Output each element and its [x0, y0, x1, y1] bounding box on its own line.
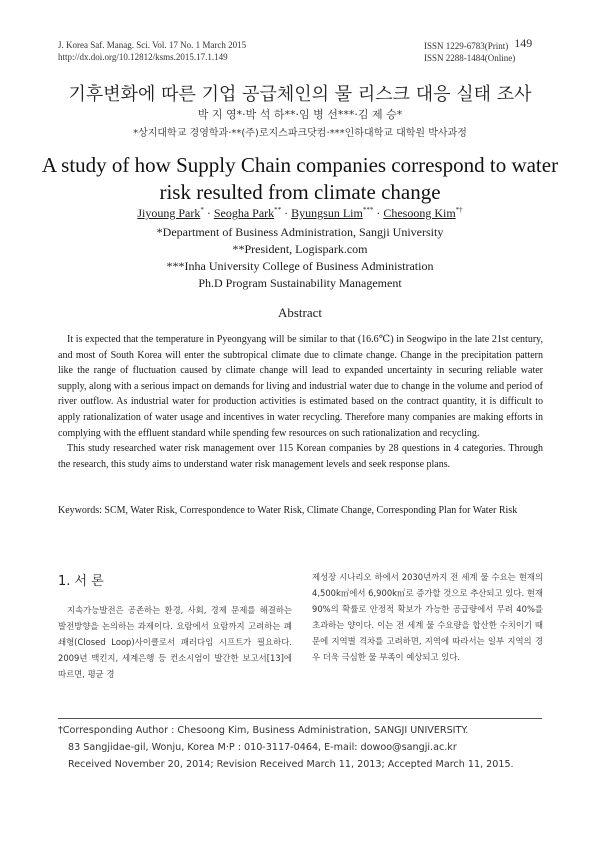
- korean-authors: 박 지 영*·박 석 하**·임 병 선***·김 제 승*: [197, 108, 403, 121]
- author-separator: ·: [281, 206, 292, 220]
- author-name: Seogha Park: [213, 206, 275, 220]
- footnote-contact-line: 83 Sangjidae-gil, Wonju, Korea M·P : 010-3117-0464, E-mail: dowoo@sangji.ac.kr: [68, 742, 457, 753]
- affiliation-line: ***Inha University College of Business Administration: [166, 259, 434, 273]
- affiliation-line: *Department of Business Administration, Sangji University: [156, 225, 444, 239]
- issn-print: ISSN 1229-6783(Print): [424, 41, 509, 51]
- doi-link[interactable]: http://dx.doi.org/10.12812/ksms.2015.17.1.149: [58, 52, 228, 62]
- author-name: Jiyoung Park: [137, 206, 201, 220]
- author-name: Chesoong Kim: [383, 206, 456, 220]
- english-title-line-2: risk resulted from climate change: [159, 180, 441, 204]
- korean-title: 기후변화에 따른 기업 공급체인의 물 리스크 대응 실태 조사: [68, 84, 532, 105]
- author-name: Byungsun Lim: [291, 206, 363, 220]
- korean-affiliations: *상지대학교 경영학과·**(주)로지스파크닷컴·***인하대학교 대학원 박사과정: [133, 128, 467, 139]
- footnote-author-line: †Corresponding Author : Chesoong Kim, Business Administration, SANGJI UNIVERSITY.: [58, 725, 469, 736]
- author-mark: *†: [455, 206, 463, 214]
- footnote-divider: [58, 718, 542, 719]
- english-title: [0, 152, 600, 206]
- keywords-label: Keywords:: [58, 505, 102, 516]
- affiliation-line: Ph.D Program Sustainability Management: [198, 276, 402, 290]
- author-separator: ·: [203, 206, 214, 220]
- footnote-dates-line: Received November 20, 2014; Revision Received March 11, 2013; Accepted March 11, 2015.: [68, 759, 514, 770]
- author-separator: ·: [373, 206, 384, 220]
- author-mark: *: [200, 206, 204, 214]
- abstract-heading: Abstract: [277, 305, 323, 320]
- affiliation-line: **President, Logispark.com: [232, 242, 368, 256]
- page-number: 149: [514, 36, 533, 50]
- body-text-left-column: 지속가능발전은 공존하는 환경, 사회, 경제 문제를 해결하는 발전방향을 논의하는 과제이다. 요람에서 요람까지 고려하는 폐쇄형(Closed Loop)사이클로서 패러다임 시프트가 필요하다. 2009년 맥킨지, 세계은행 등 컨소시엄이 발간한 보고서[13]에 따르면, 평균 경: [58, 605, 292, 680]
- author-mark: ***: [362, 206, 374, 214]
- keywords-list: SCM, Water Risk, Correspondence to Water Risk, Climate Change, Corresponding Plan for Water Risk: [101, 505, 518, 516]
- running-header-left: [58, 39, 246, 63]
- abstract-paragraph: This study researched water risk management over 115 Korean companies by 28 questions in 4 categories. Through the research, this study aims to understand water risk management levels and seek response plans.: [58, 443, 543, 470]
- body-text-right-column: 제성장 시나리오 하에서 2030년까지 전 세계 물 수요는 현재의 4,500k㎥에서 6,900k㎥로 증가할 것으로 추산되고 있다. 현재 90%의 확률로 안정적 확보가 가능한 공급량에서 무려 40%를 초과하는 양이다. 이는 전 세계 물 수요량을 합산한 수치이기 때문에 지역별 격차를 고려하면, 지역에 따라서는 일부 지역의 경우 더욱 극심한 물 부족이 예상되고 있다.: [312, 572, 543, 663]
- issn-online: ISSN 2288-1484(Online): [424, 53, 516, 63]
- corresponding-author-footnote: [58, 722, 514, 773]
- running-header-right: [424, 36, 533, 64]
- section-heading: 1. 서 론: [58, 574, 104, 589]
- abstract-paragraph: It is expected that the temperature in Pyeongyang will be similar to that (16.6℃) in Seogwipo in the late 21st century, and most of South Korea will enter the subtropical climate due to climate change. Change in the precipitation pattern like the range of fluctuation caused by climate change will lead to expanded uncertainty in securing reliable water supply, along with a serious impact on demands for living and industrial water due to change in the volume and period of river outflow. As industrial water for production activities is estimated based on the contract quantity, it is difficult to apply rationalization of water usage and incentives in water recycling. Therefore many companies are making efforts in complying with the effluent standard while spending few resources on such rationalization and recycling.: [58, 334, 543, 439]
- abstract-body: [58, 332, 543, 472]
- journal-citation: J. Korea Saf. Manag. Sci. Vol. 17 No. 1 March 2015: [58, 40, 247, 50]
- english-title-line-1: A study of how Supply Chain companies correspond to water: [41, 153, 559, 177]
- english-authors: [0, 206, 600, 221]
- author-mark: **: [274, 206, 282, 214]
- english-affiliations: [0, 224, 600, 292]
- keywords: [58, 503, 543, 519]
